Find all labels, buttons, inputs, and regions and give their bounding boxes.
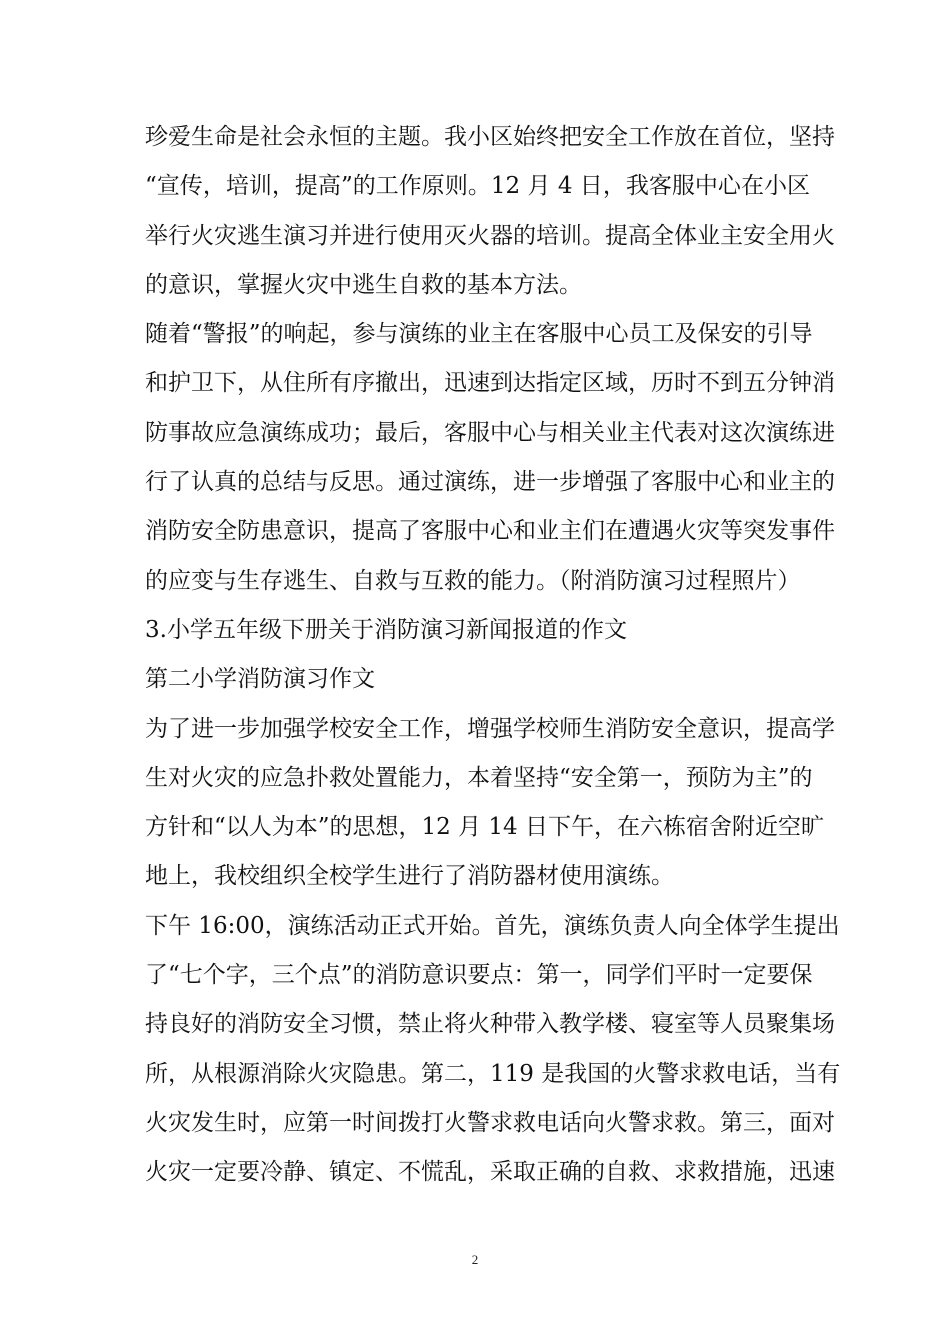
text-line: 方针和“以人为本”的思想，12 月 14 日下午，在六栋宿舍附近空旷 — [145, 814, 824, 841]
document-body — [145, 113, 841, 1198]
text-line: 火灾一定要冷静、镇定、不慌乱，采取正确的自救、求救措施，迅速 — [145, 1159, 835, 1186]
text-line: 随着“警报”的响起，参与演练的业主在客服中心员工及保安的引导 — [145, 321, 813, 348]
text-line: 第二小学消防演习作文 — [145, 666, 375, 693]
page-number: 2 — [471, 1252, 479, 1267]
text-line: 了“七个字，三个点”的消防意识要点：第一，同学们平时一定要保 — [145, 962, 813, 989]
text-line: 防事故应急演练成功；最后，客服中心与相关业主代表对这次演练进 — [145, 419, 835, 446]
text-line: “宣传，培训，提高”的工作原则。12 月 4 日，我客服中心在小区 — [145, 173, 810, 200]
text-line: 火灾发生时，应第一时间拨打火警求救电话向火警求救。第三，面对 — [145, 1109, 835, 1136]
text-line: 下午 16:00，演练活动正式开始。首先，演练负责人向全体学生提出 — [145, 912, 840, 939]
text-line: 和护卫下，从住所有序撤出，迅速到达指定区域，历时不到五分钟消 — [145, 370, 835, 397]
text-line: 行了认真的总结与反思。通过演练，进一步增强了客服中心和业主的 — [145, 469, 835, 496]
text-line: 所，从根源消除火灾隐患。第二，119 是我国的火警求救电话，当有 — [145, 1060, 841, 1087]
text-line: 珍爱生命是社会永恒的主题。我小区始终把安全工作放在首位，坚持 — [145, 124, 835, 150]
text-line: 地上，我校组织全校学生进行了消防器材使用演练。 — [145, 863, 674, 890]
text-line: 举行火灾逃生演习并进行使用灭火器的培训。提高全体业主安全用火 — [145, 222, 835, 249]
text-line: 持良好的消防安全习惯，禁止将火种带入教学楼、寝室等人员聚集场 — [145, 1011, 835, 1038]
text-line: 为了进一步加强学校安全工作，增强学校师生消防安全意识，提高学 — [145, 715, 835, 742]
text-line: 的意识，掌握火灾中逃生自救的基本方法。 — [145, 271, 582, 298]
text-line: 的应变与生存逃生、自救与互救的能力。（附消防演习过程照片） — [145, 567, 801, 594]
text-line: 生对火灾的应急扑救处置能力，本着坚持“安全第一，预防为主”的 — [145, 764, 813, 791]
text-line: 消防安全防患意识，提高了客服中心和业主们在遭遇火灾等突发事件 — [145, 518, 835, 545]
text-line: 3.小学五年级下册关于消防演习新闻报道的作文 — [145, 616, 627, 643]
